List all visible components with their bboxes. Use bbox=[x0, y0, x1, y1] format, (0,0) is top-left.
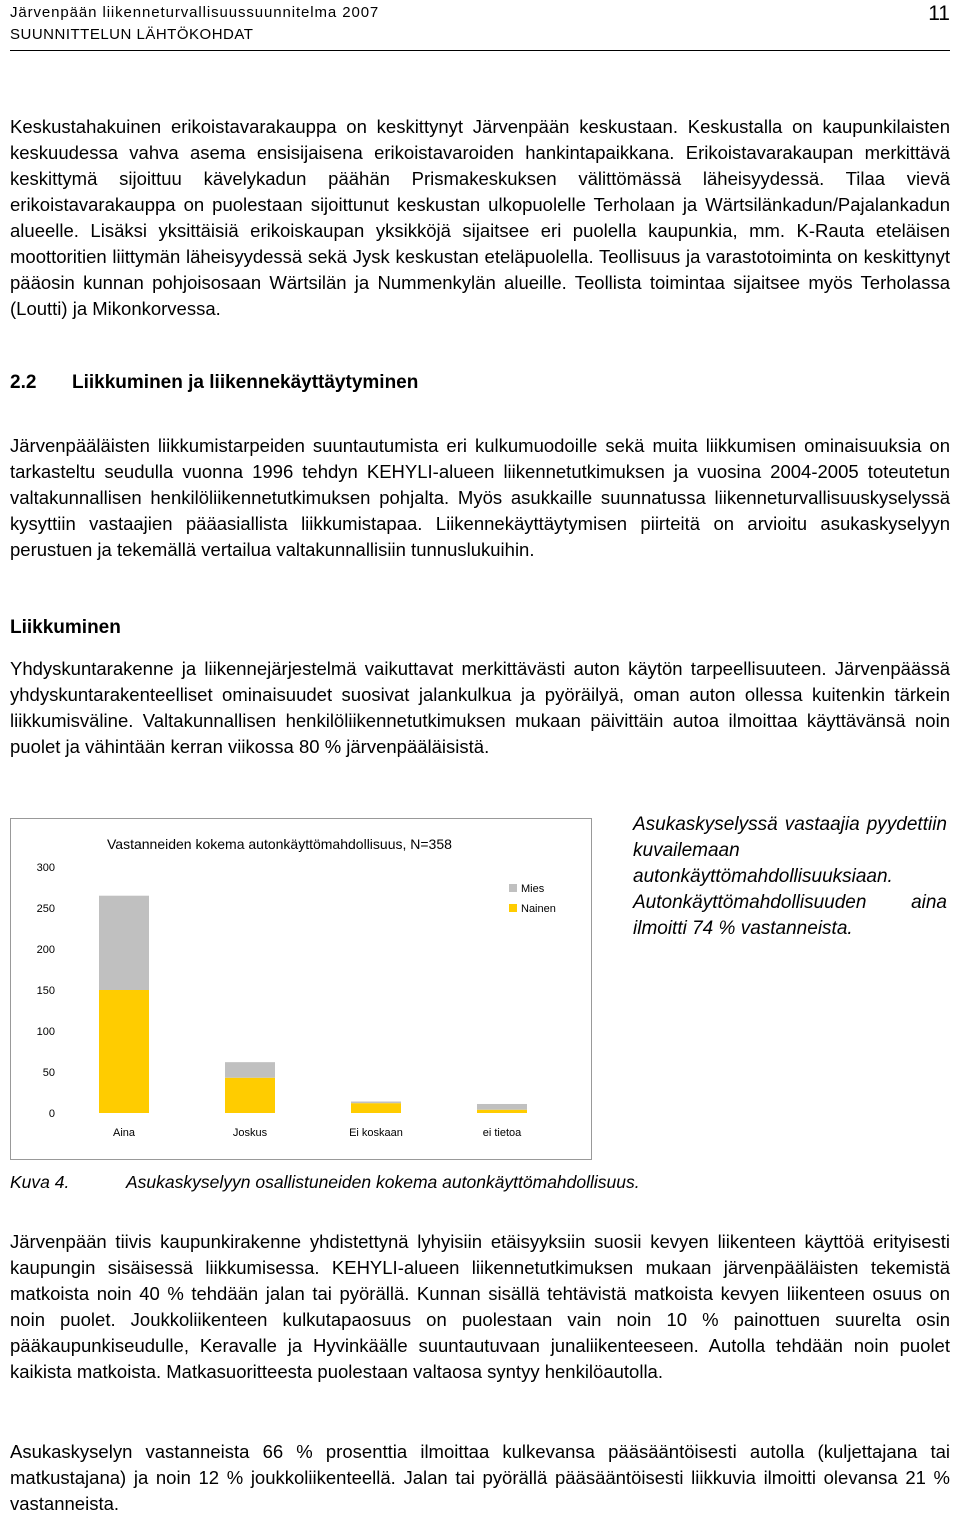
x-tick-label: ei tietoa bbox=[482, 1127, 522, 1139]
page-number: 11 bbox=[928, 2, 950, 25]
chart-title: Vastanneiden kokema autonkäyttömahdollisuus, N=358 bbox=[107, 836, 452, 852]
figure-label: Kuva 4. bbox=[10, 1172, 70, 1192]
side-note: Asukaskyselyssä vastaajia pyydettiin kuvailemaan autonkäyttömahdollisuuksiaan. Autonkäyttömahdollisuuden aina ilmoitti 74 % vastanneista. bbox=[633, 814, 947, 939]
legend-swatch bbox=[509, 884, 517, 892]
bar-segment bbox=[477, 1110, 527, 1113]
bar-segment bbox=[225, 1062, 275, 1078]
subheading: Liikkuminen bbox=[10, 617, 121, 638]
bar-segment bbox=[99, 990, 149, 1113]
legend-label: Nainen bbox=[521, 903, 556, 915]
x-tick-label: Joskus bbox=[232, 1127, 268, 1139]
paragraph-retail: Keskustahakuinen erikoistavarakauppa on keskittynyt Järvenpään keskustaan. Keskustalla on kaupunkilaisten keskuudessa vahva asema ensisijaisena erikoistavaroiden hankintapaikkana. Erikoistavarakaupan merkittävä keskittymä sijoittuu kävelykadun päähän Prismakeskuksen välittömässä läheisyydessä. Tilaa vievä erikoistavarakauppa on puolestaan sijoittunut keskustan ulkopuolelle Terholaan ja Wärtsilänkadun/Pajalankadun alueelle. Lisäksi yksittäisiä erikoiskaupan yksikköjä sijaitsee eri puolella kaupunkia, mm. K-Rauta eteläisen moottoritien liittymän läheisyydessä sekä Jysk keskustan eteläpuolella. Teollisuus ja varastotoiminta on keskittynyt pääosin kunnan pohjoisosaan Wärtsilän ja Nummenkylän alueille. Teollista toimintaa sijaitsee myös Terholassa (Loutti) ja Mikonkorvessa. bbox=[10, 116, 950, 319]
bar-segment bbox=[351, 1103, 401, 1113]
y-tick-label: 50 bbox=[42, 1067, 55, 1079]
y-tick-label: 100 bbox=[36, 1026, 55, 1038]
bar-segment bbox=[225, 1078, 275, 1113]
section-title: Liikkuminen ja liikennekäyttäytyminen bbox=[72, 372, 419, 393]
document-title: Järvenpään liikenneturvallisuussuunnitelma 2007 bbox=[10, 4, 380, 21]
y-tick-label: 300 bbox=[36, 862, 55, 874]
paragraph-light-traffic: Järvenpään tiivis kaupunkirakenne yhdistettynä lyhyisiin etäisyyksiin suosii kevyen liikenteen käyttöä erityisesti kaupungin sisäisessä liikkumisessa. KEHYLI-alueen liikennetutkimuksen mukaan järvenpääläisten tekemistä matkoista noin 40 % tehdään jalan tai pyörällä. Kunnan sisällä tehtävistä matkoista kevyen liikenteen osuus on noin puolet. Joukkoliikenteen kulkutapaosuus on puolestaan vain noin 10 % painottuen suurelta osin pääkaupunkiseudulle, Keravalle ja Hyvinkäälle suuntautuvaan junaliikenteeseen. Autolla tehdään noin puolet kaikista matkoista. Matkasuoritteesta puolestaan valtaosa syntyy henkilöautolla. bbox=[10, 1231, 950, 1382]
x-tick-label: Ei koskaan bbox=[349, 1127, 403, 1139]
figure-caption: Asukaskyselyyn osallistuneiden kokema autonkäyttömahdollisuus. bbox=[126, 1172, 640, 1192]
header-divider bbox=[10, 50, 950, 51]
y-tick-label: 250 bbox=[36, 903, 55, 915]
bar-segment bbox=[477, 1104, 527, 1110]
y-tick-label: 0 bbox=[48, 1108, 55, 1120]
car-availability-chart bbox=[10, 818, 592, 1160]
bar-segment bbox=[351, 1102, 401, 1104]
chart-canvas bbox=[11, 819, 591, 1159]
bar-segment bbox=[99, 896, 149, 990]
y-tick-label: 150 bbox=[36, 985, 55, 997]
section-number: 2.2 bbox=[10, 372, 37, 393]
paragraph-mobility-sources: Järvenpääläisten liikkumistarpeiden suuntautumista eri kulkumuodoille sekä muita liikkumisen ominaisuuksia on tarkasteltu seudulla vuonna 1996 tehdyn KEHYLI-alueen liikennetutkimuksen ja vuosina 2004-2005 toteutetun valtakunnallisen henkilöliikennetutkimuksen pohjalta. Myös asukkaille suunnatussa liikenneturvallisuuskyselyssä kysyttiin vastaajien pääasiallista liikkumistapaa. Liikennekäyttäytymisen piirteitä on arvioitu asukaskyselyyn perustuen ja tekemällä vertailua valtakunnallisiin tunnuslukuihin. bbox=[10, 435, 950, 560]
chapter-title: SUUNNITTELUN LÄHTÖKOHDAT bbox=[10, 26, 254, 43]
paragraph-survey-modes: Asukaskyselyn vastanneista 66 % prosenttia ilmoittaa kulkevansa pääsääntöisesti autolla (kuljettajana tai matkustajana) ja noin 12 % joukkoliikenteellä. Jalan tai pyörällä pääsääntöisesti liikkuvia ilmoitti olevansa 21 % vastanneista. bbox=[10, 1441, 950, 1514]
x-tick-label: Aina bbox=[112, 1127, 136, 1139]
y-tick-label: 200 bbox=[36, 944, 55, 956]
legend-swatch bbox=[509, 904, 517, 912]
section-heading bbox=[10, 372, 418, 394]
legend-label: Mies bbox=[521, 883, 545, 895]
paragraph-car-use: Yhdyskuntarakenne ja liikennejärjestelmä vaikuttavat merkittävästi auton käytön tarpeellisuuteen. Järvenpäässä yhdyskuntarakenteelliset ominaisuudet suosivat jalankulkua ja pyöräilyä, oman auton ollessa kuitenkin tärkein liikkumisväline. Valtakunnallisen henkilöliikennetutkimuksen mukaan päivittäin autoa ilmoittaa käyttävänsä noin puolet ja vähintään kerran viikossa 80 % järvenpääläisistä. bbox=[10, 658, 950, 757]
